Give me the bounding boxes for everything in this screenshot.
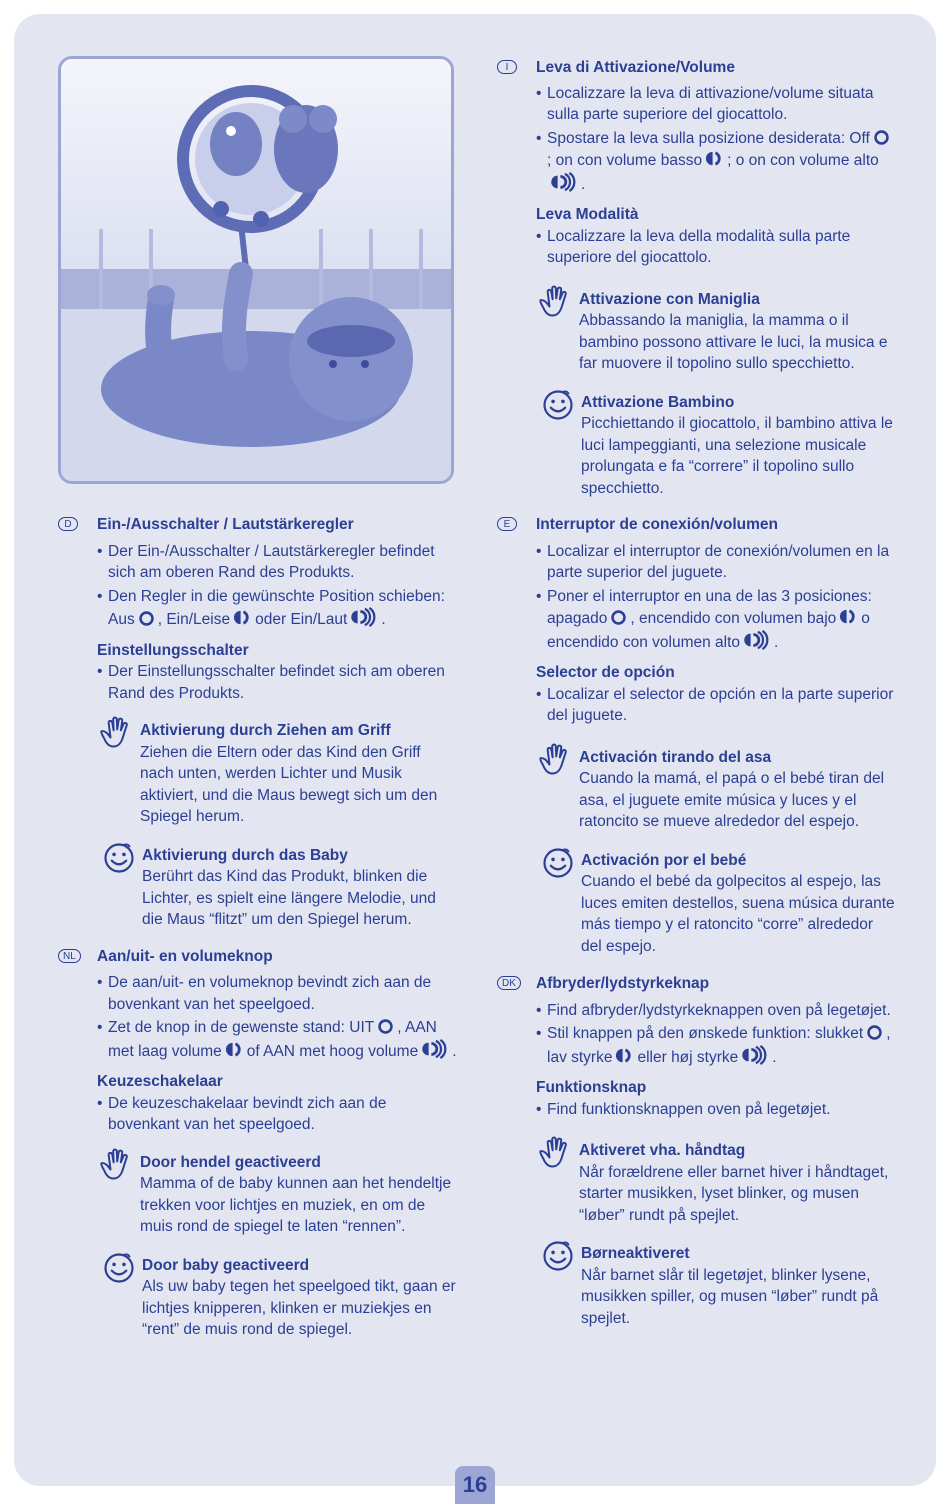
es-act2-text: Cuando el bebé da golpecitos al espejo, las luces emiten destellos, suena música durante más tiempo y el ratoncito “corre” alrededor del espejo. bbox=[581, 873, 895, 955]
low-volume-icon bbox=[705, 149, 724, 168]
high-volume-icon bbox=[421, 1039, 449, 1059]
nl-activation-baby bbox=[97, 1255, 457, 1341]
high-volume-icon bbox=[743, 630, 771, 650]
nl-bullet-2-b: , AAN met laag volume bbox=[108, 1019, 437, 1060]
es-bullet-2-a: Poner el interruptor en una de las 3 posiciones: apagado bbox=[547, 587, 872, 627]
de-subtitle: Einstellungsschalter bbox=[97, 641, 249, 659]
smiley-face-icon bbox=[540, 387, 576, 423]
it-title: Leva di Attivazione/Volume bbox=[536, 59, 735, 76]
low-volume-icon bbox=[233, 608, 252, 627]
language-badge-it: I bbox=[497, 60, 517, 74]
nl-subtitle: Keuzeschakelaar bbox=[97, 1073, 223, 1090]
de-bullet-1: • Der Ein-/Ausschalter / Lautstärkeregler befindet sich am oberen Rand des Produkts. bbox=[97, 541, 457, 584]
smiley-face-icon bbox=[540, 845, 576, 881]
es-subtitle: Selector de opción bbox=[536, 664, 675, 681]
dk-bullet-2-c: eller høj styrke bbox=[637, 1048, 739, 1066]
dk-bullet-2 bbox=[536, 1023, 896, 1068]
dk-subtitle: Funktionsknap bbox=[536, 1079, 647, 1096]
de-activation-baby bbox=[97, 845, 457, 931]
hand-icon bbox=[536, 284, 572, 320]
dk-bullet-1: • Find afbryder/lydstyrkeknappen oven på legetøjet. bbox=[536, 1000, 896, 1022]
de-bullet-2 bbox=[97, 586, 457, 631]
de-act1-text: Ziehen die Eltern oder das Kind den Griff nach unten, werden Lichter und Musik aktiviert, und die Maus bewegt sich um den Spiegel herum. bbox=[140, 743, 438, 825]
es-activation-baby bbox=[536, 850, 896, 958]
nl-act2-title: Door baby geactiveerd bbox=[142, 1256, 310, 1274]
de-bullet-3: • Der Einstellungsschalter befindet sich am oberen Rand des Produkts. bbox=[97, 661, 457, 704]
it-bullet-3: • Localizzare la leva della modalità sulla parte superiore del giocattolo. bbox=[536, 226, 896, 269]
nl-bullet-2-d: . bbox=[452, 1042, 457, 1060]
nl-act2-text: Als uw baby tegen het speelgoed tikt, gaan er lichtjes knipperen, klinken er muziekjes en “rent” de muis rond de spiegel. bbox=[142, 1278, 456, 1338]
off-circle-icon bbox=[377, 1018, 394, 1035]
nl-bullet-2 bbox=[97, 1017, 457, 1062]
high-volume-icon bbox=[350, 607, 378, 627]
it-activation-handle bbox=[536, 289, 896, 375]
low-volume-icon bbox=[839, 607, 858, 626]
it-act1-title: Attivazione con Maniglia bbox=[579, 290, 760, 308]
de-bullet-2-a: Den Regler in die gewünschte Position schieben: Aus bbox=[108, 587, 445, 628]
dk-title: Afbryder/lydstyrkeknap bbox=[536, 975, 710, 992]
dk-act2-title: Børneaktiveret bbox=[581, 1245, 690, 1262]
smiley-face-icon bbox=[540, 1238, 576, 1274]
es-activation-handle bbox=[536, 747, 896, 833]
section-dk bbox=[502, 973, 896, 1329]
it-act2-text: Picchiettando il giocattolo, il bambino attiva le luci lampeggianti, una selezione musicale prolungata e fa “correre” il topolino sullo specchietto. bbox=[581, 415, 893, 497]
product-photo bbox=[58, 56, 454, 484]
hand-icon bbox=[536, 1135, 572, 1171]
it-activation-baby bbox=[536, 392, 896, 500]
section-es bbox=[503, 514, 896, 957]
it-bullet-2-d: . bbox=[581, 175, 586, 193]
nl-bullet-2-a: Zet de knop in de gewenste stand: UIT bbox=[108, 1019, 375, 1036]
dk-act1-text: Når forældrene eller barnet hiver i håndtaget, starter musikken, lyset blinker, og musen “løber” rundt på spejlet. bbox=[579, 1163, 889, 1224]
nl-bullet-2-c: of AAN met hoog volume bbox=[246, 1042, 419, 1060]
de-activation-handle bbox=[97, 720, 457, 828]
low-volume-icon bbox=[615, 1046, 634, 1065]
nl-activation-handle bbox=[97, 1152, 457, 1238]
de-title: Ein-/Ausschalter / Lautstärkeregler bbox=[97, 516, 354, 533]
es-bullet-3: • Localizar el selector de opción en la parte superior del juguete. bbox=[536, 684, 896, 727]
es-bullet-2-d: . bbox=[774, 633, 779, 651]
smiley-face-icon bbox=[101, 840, 137, 876]
de-bullet-2-d: . bbox=[381, 611, 386, 628]
right-column bbox=[502, 57, 896, 1329]
de-act1-title: Aktivierung durch Ziehen am Griff bbox=[140, 722, 391, 739]
it-bullet-2-c: ; o on con volume alto bbox=[727, 152, 879, 169]
smiley-face-icon bbox=[101, 1250, 137, 1286]
dk-bullet-3: • Find funktionsknappen oven på legetøjet. bbox=[536, 1099, 896, 1121]
language-badge-nl: NL bbox=[58, 949, 81, 963]
dk-activation-baby bbox=[536, 1243, 896, 1329]
es-act1-title: Activación tirando del asa bbox=[579, 748, 772, 766]
section-de bbox=[64, 514, 457, 931]
dk-bullet-2-a: Stil knappen på den ønskede funktion: slukket bbox=[547, 1025, 864, 1042]
low-volume-icon bbox=[225, 1040, 244, 1059]
dk-bullet-2-d: . bbox=[772, 1048, 777, 1066]
it-bullet-2-b: ; on con volume basso bbox=[547, 152, 703, 169]
section-nl bbox=[63, 946, 457, 1341]
section-it bbox=[505, 57, 896, 499]
es-bullet-2-c: o encendido con volumen alto bbox=[547, 610, 870, 651]
dk-activation-handle bbox=[536, 1140, 896, 1226]
it-subtitle: Leva Modalità bbox=[536, 206, 639, 223]
page-number: 16 bbox=[455, 1466, 495, 1504]
es-bullet-2 bbox=[536, 586, 896, 654]
off-circle-icon bbox=[873, 129, 890, 146]
es-act1-text: Cuando la mamá, el papá o el bebé tiran del asa, el juguete emite música y luces y el ratoncito se mueve alrededor del espejo. bbox=[579, 770, 885, 830]
it-bullet-2 bbox=[536, 128, 896, 196]
de-bullet-2-b: , Ein/Leise bbox=[157, 611, 231, 628]
it-bullet-1: • Localizzare la leva di attivazione/volume situata sulla parte superiore del giocattolo. bbox=[536, 83, 896, 126]
nl-act1-title: Door hendel geactiveerd bbox=[140, 1153, 321, 1171]
it-act1-text: Abbassando la maniglia, la mamma o il bambino possono attivare le luci, la musica e far muovere il topolino sullo specchietto. bbox=[579, 312, 888, 372]
language-badge-es: E bbox=[497, 517, 517, 531]
high-volume-icon bbox=[550, 172, 578, 192]
dk-act1-title: Aktiveret vha. håndtag bbox=[579, 1142, 746, 1159]
language-badge-de: D bbox=[58, 517, 78, 531]
es-act2-title: Activación por el bebé bbox=[581, 851, 747, 869]
es-bullet-1: • Localizar el interruptor de conexión/volumen en la parte superior del juguete. bbox=[536, 541, 896, 584]
de-act2-title: Aktivierung durch das Baby bbox=[142, 846, 348, 864]
it-act2-title: Attivazione Bambino bbox=[581, 393, 735, 411]
off-circle-icon bbox=[138, 610, 155, 627]
nl-act1-text: Mamma of de baby kunnen aan het hendeltje trekken voor lichtjes en muziek, en om de muis rond de spiegel te laten “rennen”. bbox=[140, 1175, 452, 1235]
language-badge-dk: DK bbox=[497, 976, 521, 990]
off-circle-icon bbox=[610, 609, 627, 626]
nl-bullet-1: • De aan/uit- en volumeknop bevindt zich aan de bovenkant van het speelgoed. bbox=[97, 972, 457, 1015]
hand-icon bbox=[536, 742, 572, 778]
hand-icon bbox=[97, 1147, 133, 1183]
nl-bullet-3: • De keuzeschakelaar bevindt zich aan de bovenkant van het speelgoed. bbox=[97, 1093, 457, 1136]
de-act2-text: Berührt das Kind das Produkt, blinken die Lichter, es spielt eine längere Melodie, und die Maus “flitzt” um den Spiegel herum. bbox=[142, 868, 436, 928]
hand-icon bbox=[97, 715, 133, 751]
it-bullet-2-a: Spostare la leva sulla posizione desiderata: Off bbox=[547, 129, 870, 147]
off-circle-icon bbox=[866, 1024, 883, 1041]
dk-act2-text: Når barnet slår til legetøjet, blinker lysene, musikken spiller, og musen “løber” rundt på spejlet. bbox=[581, 1266, 879, 1327]
dk-bullet-2-b: , lav styrke bbox=[547, 1025, 891, 1066]
high-volume-icon bbox=[741, 1045, 769, 1065]
left-column bbox=[63, 514, 457, 1341]
es-bullet-2-b: , encendido con volumen bajo bbox=[630, 610, 837, 627]
es-title: Interruptor de conexión/volumen bbox=[536, 516, 778, 533]
de-bullet-2-c: oder Ein/Laut bbox=[255, 611, 348, 628]
nl-title: Aan/uit- en volumeknop bbox=[97, 947, 273, 965]
